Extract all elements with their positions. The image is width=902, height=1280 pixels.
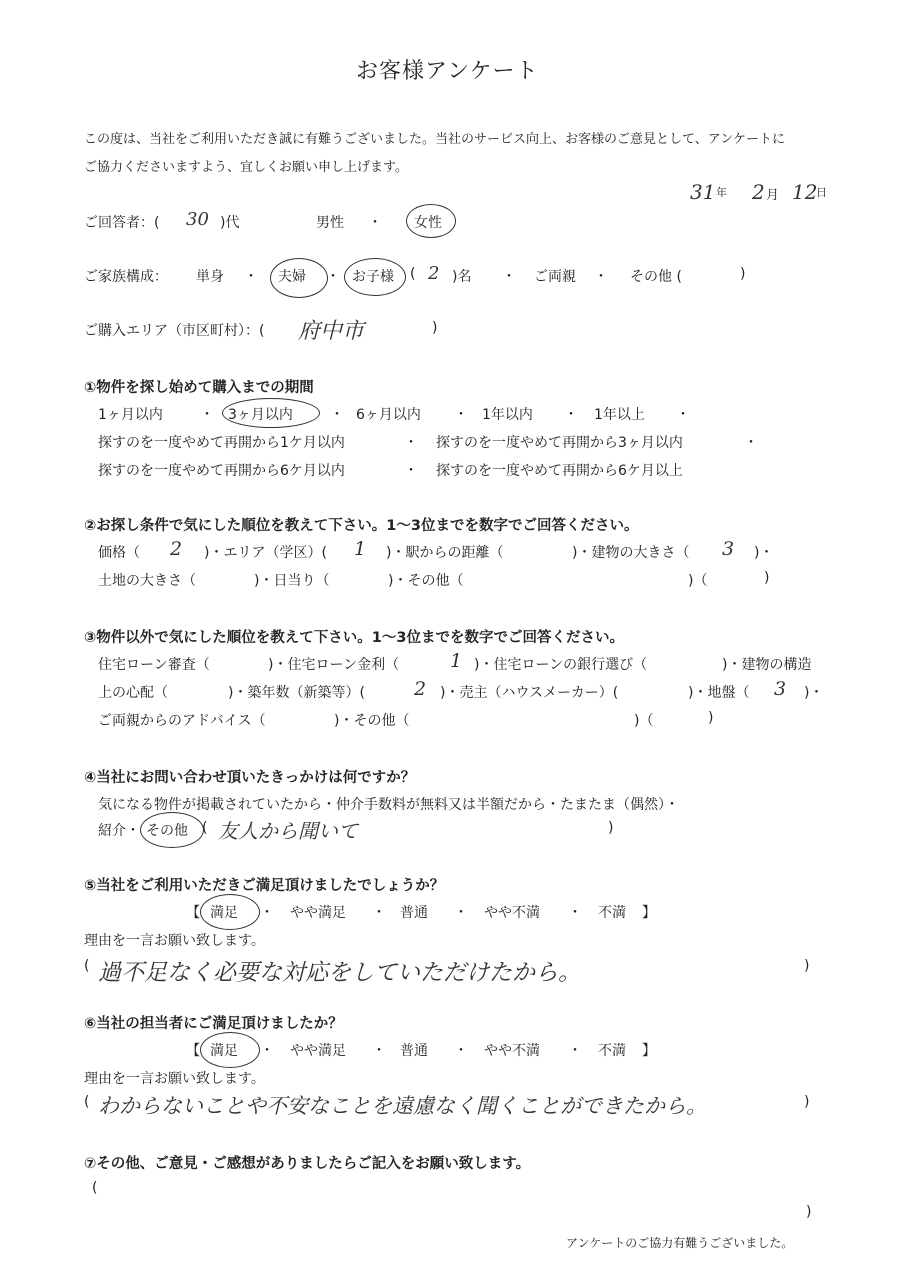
q3-ground: )・地盤（	[688, 685, 750, 701]
q1-row-3	[98, 460, 878, 482]
q1-dot: ・	[676, 407, 690, 423]
area-value[interactable]: 府中市	[298, 319, 365, 344]
q5-dot: ・	[372, 905, 386, 921]
area-label: ご購入エリア（市区町村）：(	[84, 323, 265, 339]
respondent-label: ご回答者：(	[84, 215, 160, 231]
date-month-label: 月	[766, 188, 780, 203]
q1-dot: ・	[564, 407, 578, 423]
q1-row-2	[98, 432, 878, 454]
family-parents[interactable]: ご両親	[534, 269, 576, 285]
q2-close: )	[764, 570, 770, 586]
q3-age-value[interactable]: 2	[414, 678, 427, 700]
q6-option-somewhat-satisfied[interactable]: やや満足	[290, 1043, 346, 1059]
q3-age: )・築年数（新築等）(	[228, 685, 365, 701]
intro-line-2: ご協力くださいますよう、宜しくお願い申し上げます。	[84, 160, 408, 175]
q1-option-restart-6m-plus[interactable]: 探すのを一度やめて再開から6ケ月以上	[436, 463, 683, 479]
q3-row-3	[98, 710, 888, 732]
q5-title: ⑤当社をご利用いただきご満足頂けましたでしょうか？	[84, 878, 445, 894]
q6-option-dissatisfied[interactable]: 不満	[598, 1043, 626, 1059]
q1-option-3m[interactable]: 3ヶ月以内	[228, 407, 293, 423]
q6-reason-open: (	[84, 1094, 90, 1110]
q3-end: )（	[634, 713, 654, 729]
q1-dot: ・	[744, 435, 758, 451]
intro-line-1: この度は、当社をご利用いただき誠に有難うございました。当社のサービス向上、お客様のご意見として、アンケートに	[84, 132, 785, 147]
q5-option-neutral[interactable]: 普通	[400, 905, 428, 921]
q6-option-neutral[interactable]: 普通	[400, 1043, 428, 1059]
q5-reason-open: (	[84, 958, 90, 974]
family-dot-4: ・	[594, 269, 608, 285]
q3-parents: ご両親からのアドバイス（	[98, 713, 266, 729]
q6-reason-close: )	[804, 1094, 810, 1110]
q4-open: (	[202, 820, 208, 836]
q7-close: )	[806, 1204, 812, 1220]
family-open: (	[410, 266, 416, 282]
q3-other: )・その他（	[334, 713, 410, 729]
q1-option-6m[interactable]: 6ヶ月以内	[356, 407, 421, 423]
q1-row-1	[98, 404, 878, 426]
q3-seller: )・売主（ハウスメーカー）(	[440, 685, 619, 701]
q6-dot: ・	[372, 1043, 386, 1059]
area-close: )	[432, 320, 438, 336]
respondent-row	[84, 209, 884, 236]
q4-row-2	[98, 820, 878, 844]
q5-dot: ・	[568, 905, 582, 921]
footer-thanks: アンケートのご協力有難うございました。	[566, 1236, 794, 1250]
q6-dot: ・	[260, 1043, 274, 1059]
circle-mark-other	[140, 812, 204, 848]
q1-dot: ・	[454, 407, 468, 423]
q1-title: ①物件を探し始めて購入までの期間	[84, 380, 314, 396]
q1-dot: ・	[404, 435, 418, 451]
date-year-label: 年	[716, 186, 727, 199]
q4-row-1: 気になる物件が掲載されていたから・仲介手数料が無料又は半額だから・たまたま（偶然）・	[98, 797, 679, 813]
q2-sun: )・日当り（	[254, 573, 330, 589]
circle-mark-q6-satisfied	[200, 1032, 260, 1068]
q5-reason-row	[84, 956, 844, 986]
respondent-female[interactable]: 女性	[414, 215, 442, 231]
q5-options	[186, 902, 686, 924]
q6-options	[186, 1040, 686, 1062]
q4-intro[interactable]: 紹介・	[98, 823, 140, 839]
respondent-male[interactable]: 男性	[316, 215, 344, 231]
q2-title: ②お探し条件で気にした順位を教えて下さい。1～3位までを数字でご回答ください。	[84, 518, 639, 534]
q2-size-end: )・	[754, 545, 774, 561]
family-dot-1: ・	[244, 269, 258, 285]
q7-title: ⑦その他、ご意見・ご感想がありましたらご記入をお願い致します。	[84, 1156, 531, 1172]
q6-option-satisfied[interactable]: 満足	[210, 1043, 238, 1059]
q3-worry: 上の心配（	[98, 685, 168, 701]
q5-option-somewhat-satisfied[interactable]: やや満足	[290, 905, 346, 921]
q5-bracket-open: 【	[186, 905, 200, 921]
page-title: お客様アンケート	[356, 59, 539, 84]
date-year: 31	[690, 180, 716, 204]
q2-area: )・エリア（学区）(	[204, 545, 327, 561]
family-close: )	[740, 266, 746, 282]
area-row	[84, 320, 884, 344]
respondent-dot: ・	[368, 215, 382, 231]
q2-size: )・建物の大きさ（	[572, 545, 690, 561]
q5-reason-label: 理由を一言お願い致します。	[84, 933, 265, 949]
circle-mark-couple	[270, 258, 328, 298]
family-dot-2: ・	[326, 269, 340, 285]
q6-bracket-open: 【	[186, 1043, 200, 1059]
q3-row-2	[98, 678, 888, 704]
date-day-label: 日	[816, 186, 827, 199]
q1-option-restart-1m[interactable]: 探すのを一度やめて再開から1ケ月以内	[98, 435, 345, 451]
respondent-age-unit: )代	[220, 215, 240, 231]
q4-close: )	[608, 820, 614, 836]
family-row	[84, 263, 884, 290]
q3-ground-value[interactable]: 3	[774, 678, 787, 700]
q4-title: ④当社にお問い合わせ頂いたきっかけは何ですか？	[84, 770, 416, 786]
q2-price-value[interactable]: 2	[170, 538, 183, 560]
circle-mark-female	[406, 204, 456, 238]
q2-area-value[interactable]: 1	[354, 538, 367, 560]
q2-row-2	[98, 570, 878, 592]
circle-mark-children	[344, 258, 406, 296]
q6-bracket-close: 】	[642, 1043, 656, 1059]
q5-option-satisfied[interactable]: 満足	[210, 905, 238, 921]
family-children[interactable]: お子様	[352, 269, 394, 285]
q3-loan-rate-value[interactable]: 1	[450, 650, 463, 672]
q6-dot: ・	[568, 1043, 582, 1059]
q6-option-somewhat-dissatisfied[interactable]: やや不満	[484, 1043, 540, 1059]
q2-station: )・駅からの距離（	[386, 545, 504, 561]
q7-comment-area[interactable]	[120, 1176, 800, 1216]
family-label: ご家族構成：	[84, 269, 168, 285]
family-single[interactable]: 単身	[196, 269, 224, 285]
q1-option-1y[interactable]: 1年以内	[482, 407, 533, 423]
q3-loan-rate: )・住宅ローン金利（	[268, 657, 400, 673]
q3-row-1	[98, 650, 888, 676]
q3-loan-bank: )・住宅ローンの銀行選び（	[474, 657, 648, 673]
q7-open: (	[92, 1180, 98, 1196]
family-other[interactable]: その他 (	[630, 269, 682, 285]
q5-option-dissatisfied[interactable]: 不満	[598, 905, 626, 921]
q3-title: ③物件以外で気にした順位を教えて下さい。1～3位までを数字でご回答ください。	[84, 630, 624, 646]
q5-dot: ・	[454, 905, 468, 921]
family-dot-3: ・	[502, 269, 516, 285]
q2-other: )・その他（	[388, 573, 464, 589]
date-day: 12	[792, 180, 818, 204]
q5-bracket-close: 】	[642, 905, 656, 921]
q1-dot: ・	[200, 407, 214, 423]
circle-mark-3m	[222, 398, 320, 428]
q3-loan-review: 住宅ローン審査（	[98, 657, 210, 673]
respondent-age-value[interactable]: 30	[186, 209, 209, 230]
q1-option-1y-plus[interactable]: 1年以上	[594, 407, 645, 423]
q2-end: )（	[688, 573, 708, 589]
q6-dot: ・	[454, 1043, 468, 1059]
circle-mark-q5-satisfied	[200, 894, 260, 930]
q2-land: 土地の大きさ（	[98, 573, 196, 589]
q4-other-value[interactable]: 友人から聞いて	[218, 819, 358, 843]
q1-dot: ・	[404, 463, 418, 479]
q6-reason-row	[84, 1092, 844, 1122]
q3-ground-end: )・	[804, 685, 824, 701]
q4-other[interactable]: その他	[146, 823, 188, 839]
q1-dot: ・	[330, 407, 344, 423]
date-month: 2	[752, 180, 765, 204]
q1-option-1m[interactable]: 1ヶ月以内	[98, 407, 163, 423]
q1-option-restart-6m[interactable]: 探すのを一度やめて再開から6ケ月以内	[98, 463, 345, 479]
q3-structure: )・建物の構造	[722, 657, 812, 673]
family-count-unit: )名	[452, 269, 472, 285]
q6-title: ⑥当社の担当者にご満足頂けましたか？	[84, 1016, 343, 1032]
q1-option-restart-3m[interactable]: 探すのを一度やめて再開から3ヶ月以内	[436, 435, 683, 451]
family-children-count[interactable]: 2	[428, 263, 440, 284]
family-couple[interactable]: 夫婦	[278, 269, 306, 285]
q5-reason-value[interactable]: 過不足なく必要な対応をしていただけたから。	[98, 960, 581, 986]
q6-reason-value[interactable]: わからないことや不安なことを遠慮なく聞くことができたから。	[98, 1094, 707, 1118]
q3-close: )	[708, 710, 714, 726]
q5-dot: ・	[260, 905, 274, 921]
q6-reason-label: 理由を一言お願い致します。	[84, 1071, 265, 1087]
q5-option-somewhat-dissatisfied[interactable]: やや不満	[484, 905, 540, 921]
q2-size-value[interactable]: 3	[722, 538, 735, 560]
q2-row-1	[98, 538, 878, 564]
q5-reason-close: )	[804, 958, 810, 974]
q2-price: 価格（	[98, 545, 140, 561]
